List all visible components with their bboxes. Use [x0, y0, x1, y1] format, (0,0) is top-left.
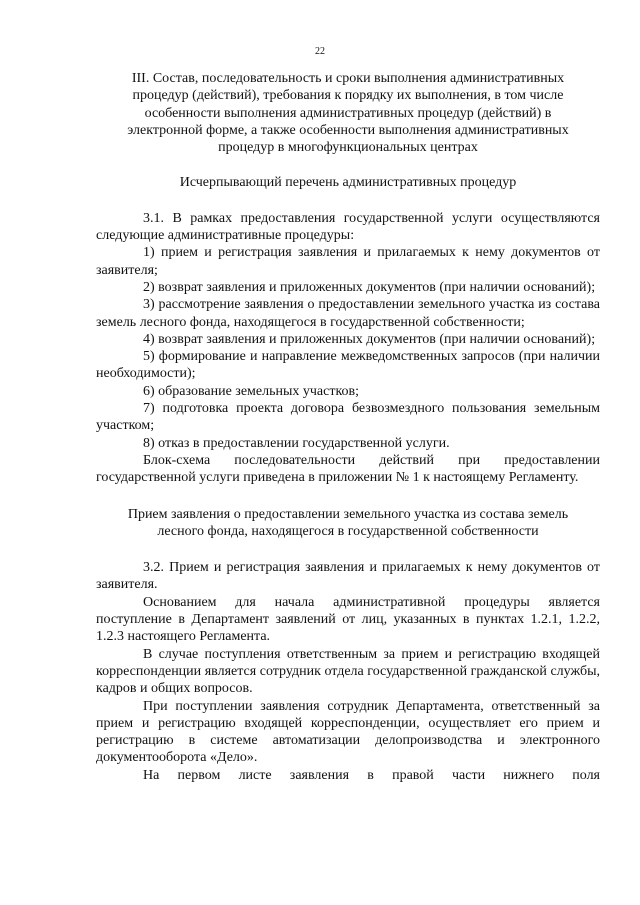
clause-3-1-intro: 3.1. В рамках предоставления государственной услуги осуществляются следующие административные процедуры:: [96, 210, 600, 244]
section-title-line: процедур (действий), требования к порядку их выполнения, в том числе: [132, 88, 564, 104]
procedure-item: 6) образование земельных участков;: [143, 383, 360, 399]
subsection-title-line: Прием заявления о предоставлении земельного участка из состава земель: [127, 506, 569, 522]
procedure-item: 8) отказ в предоставлении государственной услуги.: [143, 435, 450, 451]
procedure-item: 1) прием и регистрация заявления и прилагаемых к нему документов от заявителя;: [96, 245, 600, 278]
subsection-title-application-reception: [96, 506, 600, 541]
section-title-line: III. Состав, последовательность и сроки выполнения административных: [131, 71, 565, 86]
subsection-title-line: лесного фонда, находящегося в государственной собственности: [157, 523, 539, 539]
procedure-item: 7) подготовка проекта договора безвозмездного пользования земельным участком;: [96, 401, 600, 434]
procedure-item: 4) возврат заявления и приложенных документов (при наличии оснований);: [143, 331, 596, 347]
clause-3-2-paragraph: Основанием для начала административной процедуры является поступление в Департамент заявлений от лиц, указанных в пунктах 1.2.1, 1.2.2, 1.2.3 настоящего Регламента.: [96, 594, 600, 645]
section-title-line: электронной форме, а также особенности выполнения административных: [127, 122, 569, 138]
clause-3-2-continued-line: На первом листе заявления в правой части нижнего поля: [143, 767, 600, 783]
section-title-line: особенности выполнения административных процедур (действий) в: [144, 105, 552, 121]
clause-3-2-paragraph: В случае поступления ответственным за прием и регистрацию входящей корреспонденции является сотрудник отдела государственной гражданской службы, кадров и общих вопросов.: [96, 646, 600, 697]
section-title: [96, 70, 600, 156]
section-title-line: процедур в многофункциональных центрах: [218, 140, 478, 156]
page-content: [96, 70, 600, 784]
clause-3-2-paragraph: При поступлении заявления сотрудник Департамента, ответственный за прием и регистрацию входящей корреспонденции, осуществляет его прием и регистрацию в системе автоматизации делопроизводства и электронного документооборота «Дело».: [96, 698, 600, 766]
procedure-item: 5) формирование и направление межведомственных запросов (при наличии необходимости);: [96, 349, 600, 382]
flowchart-note: Блок-схема последовательности действий при предоставлении государственной услуги приведена в приложении № 1 к настоящему Регламенту.: [96, 452, 600, 486]
procedure-item: 3) рассмотрение заявления о предоставлении земельного участка из состава земель лесного фонда, находящегося в государственной собственности;: [96, 297, 600, 330]
page-number: 22: [315, 46, 325, 57]
procedure-item: 2) возврат заявления и приложенных документов (при наличии оснований);: [143, 279, 596, 295]
subsection-title-procedures-list: Исчерпывающий перечень административных процедур: [179, 175, 517, 191]
clause-3-2-paragraph: 3.2. Прием и регистрация заявления и прилагаемых к нему документов от заявителя.: [96, 560, 600, 593]
